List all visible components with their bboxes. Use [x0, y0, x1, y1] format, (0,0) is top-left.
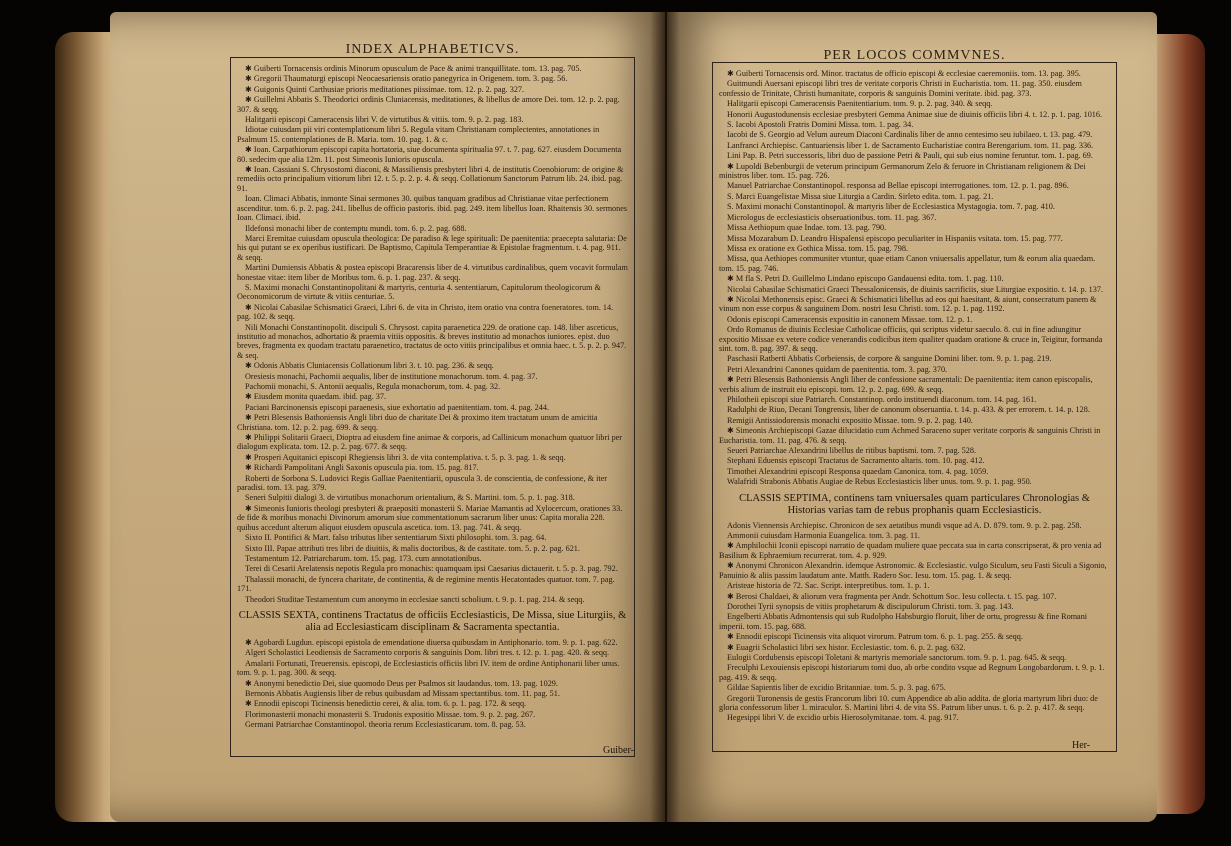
index-entry: ✱ Odonis Abbatis Cluniacensis Collationum libri 3. t. 10. pag. 236. & seqq. [245, 361, 494, 371]
index-entry: Missa, qua Aethiopes communiter vtuntur, quae etiam Canon vniuersalis appellatur, tum & eorum alia quaedam. tom. 15. pag. 746. [719, 254, 1096, 273]
index-entry: Honorii Augustodunensis ecclesiae presbyteri Gemma Animae siue de diuinis officiis libri 4. t. 12. p. 1. pag. 1016. [727, 109, 1103, 119]
index-entry: Oresiesis monachi, Pachomii aequalis, liber de institutione monachorum. tom. 4. pag. 37. [245, 371, 538, 381]
index-entry: Iacobi de S. Georgio ad Velum aureum Diaconi Cardinalis liber de anno centesimo seu iubilaeo. t. 13. pag. 479. [727, 130, 1093, 140]
index-entry: Nili Monachi Constantinopolit. discipuli S. Chrysost. capita paraenetica 229. de oratione cap. 148. liber asceticus, institutio ad monachos, adhortatio & praemia vitiis oppositis. & breves institutio ad monachos iuniores. epist. duo breves, fragmenta ex quodam tractatu paraenetico, tractatus de octo vitiis principalibus et omnia haec. t. 5. p. 2. p. 947. & seq. [237, 322, 627, 360]
index-entry: Sixto II. Pontifici & Mart. falso tributus liber sententiarum Sixti philosophi. tom. 3. pag. 64. [245, 533, 547, 543]
index-entry: Martini Dumiensis Abbatis & postea episcopi Bracarensis liber de 4. virtutibus cardinalibus, quem vocavit formulam honestae vitae: item liber de Moribus tom. 6. p. 1. pag. 237. & seqq. [237, 263, 628, 282]
index-entry: Petri Alexandrini Canones quidam de paenitentia. tom. 3. pag. 370. [727, 364, 948, 374]
index-entry: Micrologus de ecclesiasticis obseruationibus. tom. 11. pag. 367. [727, 212, 937, 222]
classis-heading: CLASSIS SEPTIMA, continens tam vniuersales quam particulares Chronologias & Historias varias tam de rebus prophanis quam Ecclesiasticis. [739, 492, 1090, 516]
index-entry: Missa Mozarabum D. Leandro Hispalensi episcopo peculiariter in Hispaniis vsitata. tom. 15. pag. 777. [727, 233, 1063, 243]
index-entry: ✱ Guiberti Tornacensis ordinis Minorum opusculum de Pace & animi tranquillitate. tom. 13. pag. 705. [245, 64, 582, 73]
index-entry: Sixto III. Papae attributi tres libri de diuitiis, & malis doctoribus, & de castitate. tom. 5. p. 2. pag. 621. [245, 543, 580, 553]
index-entry: ✱ M fla S. Petri D. Guillelmo Lindano episcopo Gandauensi edita. tom. 1. pag. 110. [727, 274, 1004, 284]
index-entry: Marci Eremitae cuiusdam opuscula theologica: De paradiso & lege spirituali: De paenitentia: praecepta salutaria: De his qui putant se ex operibus iustificari. De Baptismo, Capitula Temperantiae & Epistolae fragmentum. t. 4. pag. 911. & seqq. [237, 233, 627, 262]
catchword: Her- [1072, 740, 1091, 751]
index-entry: S. Iacobi Apostoli Fratris Domini Missa. tom. 1. pag. 34. [727, 120, 914, 130]
index-entry: Florimonasterii monachi monasterii S. Trudonis expositio Missae. tom. 9. p. 2. pag. 267. [245, 709, 536, 719]
index-entry: Ildefonsi monachi liber de contemptu mundi. tom. 6. p. 2. pag. 688. [245, 223, 467, 233]
index-entry: ✱ Agobardi Lugdun. episcopi epistola de emendatione diuersa quibusdam in Antiphonario. tom. 9. p. 1. pag. 622. [245, 637, 618, 647]
index-entry: Paschasii Ratberti Abbatis Corbeiensis, de corpore & sanguine Domini liber. tom. 9. p. 1. pag. 219. [727, 354, 1052, 364]
index-entry: Lini Pap. B. Petri successoris, libri duo de passione Petri & Pauli, qui sub eius nomine feruntur. tom. 1. pag. 69. [727, 151, 1093, 161]
index-entry: ✱ Guigonis Quinti Carthusiae prioris meditationes piissimae. tom. 12. p. 2. pag. 327. [245, 84, 525, 94]
index-entry: Dorothei Tyrii synopsis de vitiis prophetarum & discipulorum Christi. tom. 3. pag. 143. [727, 601, 1014, 611]
index-entry: ✱ Anonymi Chronicon Alexandrin. idemque Astronomic. & Ecclesiastic. vulgo Siculum, seu Fasti Siculi a Sigonio, Panuinio & aliis passim laudatum ante. Matth. Radero Soc. Iesu. tom. 15. pag. 1. & seqq. [719, 561, 1107, 580]
index-entry: S. Maximi monachi Constantinopol. & martyris liber de Ecclesiastica Mystagogia. tom. 7. pag. 410. [727, 202, 1055, 212]
index-entry: ✱ Guillelmi Abbatis S. Theodorici ordinis Cluniacensis, meditationes, & libellus de amore Dei. tom. 12. p. 2. pag. 307. & seqq. [237, 95, 620, 114]
index-entry: Ioan. Climaci Abbatis, inmonte Sinai sermones 30. quibus tanquam gradibus ad Christianae vitae perfectionem ascenditur. tom. 6. p. 2. pag. 241. libellus de officio pastoris. ibid. pag. 249. item libellus Ioan. Rhaitensis 30. sermones Ioan. Climaci. ibid. [237, 194, 628, 223]
index-entry: ✱ Petri Blesensis Bathoniensis Angli liber de confessione sacramentali: De paenitentia: item canon episcopalis, verbis alium de instruit eiu episcopi. tom. 12. p. 2. pag. 699. & seqq. [719, 375, 1093, 394]
index-entry: Engelberti Abbatis Admontensis qui sub Rudolpho Habsburgio floruit, liber de ortu, progressu & fine Romani imperii. tom. 15. pag. 688. [719, 612, 1088, 631]
index-entry: ✱ Petri Blesensis Bathoniensis Angli libri duo de charitate Dei & proximo item tractatum unum de amicitia Christiana. tom. 12. p. 2. pag. 699. & seqq. [237, 413, 598, 432]
index-entry: Paciani Barcinonensis episcopi paraenesis, siue exhortatio ad paenitentiam. tom. 4. pag. 244. [245, 402, 549, 412]
index-entry: Hegesippi libri V. de excidio urbis Hierosolymitanae. tom. 4. pag. 917. [727, 713, 959, 723]
index-entry: Timothei Alexandrini episcopi Responsa quaedam Canonica. tom. 4. pag. 1059. [727, 466, 989, 476]
index-entry: ✱ Ennodii episcopi Ticinensis benedictio cerei, & alia. tom. 6. p. 1. pag. 172. & seqq. [245, 699, 527, 709]
index-entry: Odonis episcopi Cameracensis expositio in canonem Missae. tom. 12. p. 1. [727, 314, 973, 324]
running-header: INDEX ALPHABETICVS. [345, 42, 520, 57]
index-entry: S. Marci Euangelistae Missa siue Liturgia a Cardin. Sirleto edita. tom. 1. pag. 21. [727, 191, 994, 201]
index-entry: ✱ Philippi Solitarii Graeci, Dioptra ad eiusdem fine animae & corporis, ad Callinicum monachum quatuor libri per dialogum explicata. tom. 12. p. 2. pag. 677. & seqq. [237, 433, 623, 452]
index-entry: Aristeae historia de 72. Sac. Script. interpretibus. tom. 1. p. 1. [727, 581, 930, 591]
index-entry: Ammonii cuiusdam Harmonia Euangelica. tom. 3. pag. 11. [727, 531, 920, 541]
index-entry: ✱ Eiusdem monita quaedam. ibid. pag. 37. [245, 392, 387, 402]
index-entry: Radulphi de Riuo, Decani Tongrensis, liber de canonum obseruantia. t. 14. p. 433. & per errorem. t. 14. p. 128. [727, 405, 1090, 415]
classis-heading: CLASSIS SEXTA, continens Tractatus de officiis Ecclesiasticis, De Missa, siue Liturgiis, & alia ad Ecclesiasticam disciplinam & Sacramenta spectantia. [238, 609, 627, 633]
index-entry: Halitgarii episcopi Cameracensis Paenitentiarium. tom. 9. p. 2. pag. 340. & seqq. [727, 99, 993, 109]
index-entry: S. Maximi monachi Constantinopolitani & martyris, centuria 4. sententiarum, Capitulorum theologicorum & Oeconomicorum de virtute & vitiis centuriae. 5. [237, 282, 601, 302]
index-entry: ✱ Anonymi benedictio Dei, siue quomodo Deus per Psalmos sit laudandus. tom. 13. pag. 1029. [245, 678, 558, 688]
index-entry: Missa Aethiopum quae Indae. tom. 13. pag. 790. [727, 223, 887, 233]
index-entry: Eulogii Cordubensis episcopi Toletani & martyris memoriale sanctorum. tom. 9. p. 1. pag. 645. & seqq. [727, 652, 1067, 662]
left-page [110, 12, 665, 822]
index-entry: Idiotae cuiusdam pii viri contemplationum libri 5. Regula vitam Christianam complectentes, annotationes in Psalmum 15. contemplationes de B. Maria. tom. 10. pag. 1. & c. [237, 125, 600, 144]
index-entry: ✱ Ennodii episcopi Ticinensis vita aliquot virorum. Patrum tom. 6. p. 1. pag. 255. & seqq. [727, 632, 1023, 642]
index-entry: ✱ Gregorii Thaumaturgi episcopi Neocaesariensis oratio panegyrica in Origenem. tom. 3. pag. 56. [245, 74, 568, 84]
index-entry: ✱ Nicolai Methonensis episc. Graeci & Schismatici libellus ad eos qui haesitant, & aiunt, consecratum panem & vinum non esse corpus & sanguinem Dom. nostri Iesu Christi. tom. 12. p. 1. pag. 1192. [719, 294, 1097, 314]
index-entry: Philotheii episcopi siue Patriarch. Constantinop. ordo instituendi diaconum. tom. 14. pag. 161. [727, 395, 1037, 404]
index-entry: Amalarii Fortunati, Treuerensis. episcopi, de Ecclesiasticis officiis libri IV. item de ordine Antiphonarii liber unus. tom. 9. p. 1. pag. 300. & seqq. [237, 658, 620, 678]
index-entry: Roberti de Sorbona S. Ludovici Regis Galliae Paenitentiarii, opuscula 3. de conscientia, de confessione, & iter paradisi. tom. 13. pag. 379. [237, 473, 607, 493]
index-entry: Theodori Studitae Testamentum cum anonymo in ecclesiae sancti scholium. t. 9. p. 1. pag. 214. & seqq. [245, 594, 585, 604]
index-entry: Adonis Viennensis Archiepisc. Chronicon de sex aetatibus mundi vsque ad A. D. 879. tom. 9. p. 2. pag. 258. [727, 520, 1082, 530]
index-entry: ✱ Simeonis Iunioris theologi presbyteri & praepositi monasterii S. Mariae Mamantis ad Xylocercum, orationes 33. de fide & moribus monachi Divinorum amorum siue commentationum sacrarum liber unus: Capita moralia 228. quibus accedunt alterum aliquot eiusdem opuscula ascetica. tom. 13. pag. 741. & seqq. [237, 503, 623, 532]
index-entry: ✱ Simeonis Archiepiscopi Gazae dilucidatio cum Achmed Saraceno super veritate corporis & sanguinis Christi in Eucharistia. tom. 11. pag. 476. & seqq. [719, 426, 1101, 445]
index-entry: Seueri Patriarchae Alexandrini libellus de ritibus baptismi. tom. 7. pag. 528. [727, 446, 976, 456]
index-entry: Nicolai Cabasilae Schismatici Graeci Thessalonicensis, de diuinis sacrificiis, siue Liturgiae expositio. t. 14. p. 137. [727, 284, 1104, 294]
index-entry: Halitgarii episcopi Cameracensis libri V. de virtutibus & vitiis. tom. 9. p. 2. pag. 183. [245, 115, 524, 125]
book [55, 12, 1205, 834]
text-frame [712, 62, 1117, 752]
index-entry: Gregorii Turonensis de gestis Francorum libri 10. cum Appendice ab alio addita. de gloria martyrum libri duo: de gloria confessorum liber 1. miraculor. S. Martini libri 4. de vita SS. Patrum liber unus. t. 6. p. 2. p. 417. & seqq. [719, 693, 1098, 712]
running-header: PER LOCOS COMMVNES. [823, 48, 1006, 63]
index-entry: Remigii Antissiodorensis monachi expositio Missae. tom. 9. p. 2. pag. 140. [727, 415, 973, 425]
index-entry: ✱ Euagrii Scholastici libri sex histor. Ecclesiastic. tom. 6. p. 2. pag. 632. [727, 642, 966, 652]
index-entry: Missa ex oratione ex Gothica Missa. tom. 15. pag. 798. [727, 243, 909, 253]
text-frame [230, 57, 635, 757]
index-entry: Lanfranci Archiepisc. Cantuariensis liber 1. de Sacramento Eucharistiae contra Berengarium. tom. 11. pag. 336. [727, 140, 1094, 150]
index-entry: ✱ Richardi Pampolitani Angli Saxonis opuscula pia. tom. 15. pag. 817. [245, 463, 479, 473]
index-entries [713, 63, 1116, 723]
index-entry: Manuel Patriarchae Constantinopol. responsa ad Bellae episcopi interrogationes. tom. 12. p. 1. pag. 896. [727, 181, 1069, 191]
index-entry: Testamentum 12. Patriarcharum. tom. 15. pag. 173. cum annotationibus. [245, 553, 482, 563]
index-entries [231, 58, 634, 730]
index-entry: ✱ Guiberti Tornacensis ord. Minor. tractatus de officio episcopi & ecclesiae caeremoniis. tom. 13. pag. 395. [727, 69, 1081, 78]
book-gutter [650, 12, 680, 822]
index-entry: ✱ Ioan. Carpathiorum episcopi capita hortatoria, siue documenta spiritualia 97. t. 7. pag. 627. eiusdem Documenta 80. sedecim que alia 12m. 11. post Simeonis Iunioris opuscula. [237, 145, 622, 164]
index-entry: ✱ Prosperi Aquitanici episcopi Rhegiensis libri 3. de vita contemplativa. t. 5. p. 3. pag. 1. & seqq. [245, 452, 566, 462]
index-entry: Bernonis Abbatis Augiensis liber de rebus quibusdam ad Missam spectantibus. tom. 11. pag. 51. [245, 688, 560, 698]
index-entry: Freculphi Lexouiensis episcopi historiarum tomi duo, ab orbe condito vsque ad Regnum Longobardorum. t. 9. p. 1. pag. 419. & seqq. [719, 663, 1105, 682]
index-entry: ✱ Ioan. Cassiani S. Chrysostomi diaconi, & Massiliensis presbyteri libri 4. de institutis Coenobiorum: de origine & remediis octo principalium vitiorum libri 12. t. 5. p. 2. p. 4. & seqq. Collationum Sanctorum Patrum lib. 24. ibid. pag. 91. [237, 165, 624, 193]
catchword: Guiber- [603, 745, 634, 756]
index-entry: Walafridi Strabonis Abbatis Augiae de Rebus Ecclesiasticis liber unus. tom. 9. p. 1. pag. 950. [727, 477, 1032, 487]
index-entry: Algeri Scholastici Leodiensis de Sacramento corporis & sanguinis Dom. libri tres. t. 12. p. 1. pag. 420. & seqq. [245, 648, 610, 658]
index-entry: Thalassii monachi, de fyncera charitate, de continentia, & de regimine mentis Hecatontades quatuor. tom. 7. pag. 171. [237, 574, 615, 594]
index-entry: Seneri Sulpitii dialogi 3. de virtutibus monachorum orientalium, & S. Martini. tom. 5. p. 1. pag. 318. [245, 493, 575, 503]
index-entry: ✱ Lupoldi Bebenburgii de veterum principum Germanorum Zelo & feruore in Christianam religionem & Dei ministros liber. tom. 15. pag. 726. [719, 161, 1086, 181]
index-entry: Terei di Cesarii Arelatensis nepotis Regula pro monachis: quamquam ipsi Caesarius dictauerit. t. 5. p. 3. pag. 792. [245, 564, 618, 574]
index-entry: ✱ Berosi Chaldaei, & aliorum vera fragmenta per Andr. Schottum Soc. Iesu collecta. t. 15. pag. 107. [727, 591, 1057, 601]
index-entry: Pachomii monachi, S. Antonii aequalis, Regula monachorum, tom. 4. pag. 32. [245, 382, 501, 391]
index-entry: Gildae Sapientis liber de excidio Britanniae. tom. 5. p. 3. pag. 675. [727, 683, 946, 693]
index-entry: ✱ Amphilochii Iconii episcopi narratio de quadam muliere quae peccata sua in carta conscripserat, & pro venia ad Basilium & Ephraemium recurrerat. tom. 4. p. 929. [719, 541, 1102, 560]
index-entry: Ordo Romanus de diuinis Ecclesiae Catholicae officiis, qui scriptus videtur saeculo. 8. cui in fine adiungitur expositio Missae ex vetere codice venerandis codicibus item qualiter quadam oratione & cruce in, Teigitur, formanda sint. tom. 8. pag. 397. & seqq. [719, 325, 1103, 353]
index-entry: Germani Patriarchae Constantinopol. theoria rerum Ecclesiasticarum. tom. 8. pag. 53. [245, 720, 526, 730]
index-entry: ✱ Nicolai Cabasilae Schismatici Graeci, Libri 6. de vita in Christo, item oratio vna contra foeneratores. tom. 14. pag. 102. & seqq. [237, 302, 614, 322]
right-page [667, 12, 1157, 822]
index-entry: Stephani Eduensis episcopi Tractatus de Sacramento altaris. tom. 10. pag. 412. [727, 456, 985, 466]
index-entry: Guitmundi Auersani episcopi libri tres de veritate corporis Christi in Eucharistia. tom. 11. pag. 350. eiusdem confessio de Trinitate, Christi humanitate, corporis & sanguinis Domini veritate. ibid. pag. 373. [719, 79, 1082, 98]
